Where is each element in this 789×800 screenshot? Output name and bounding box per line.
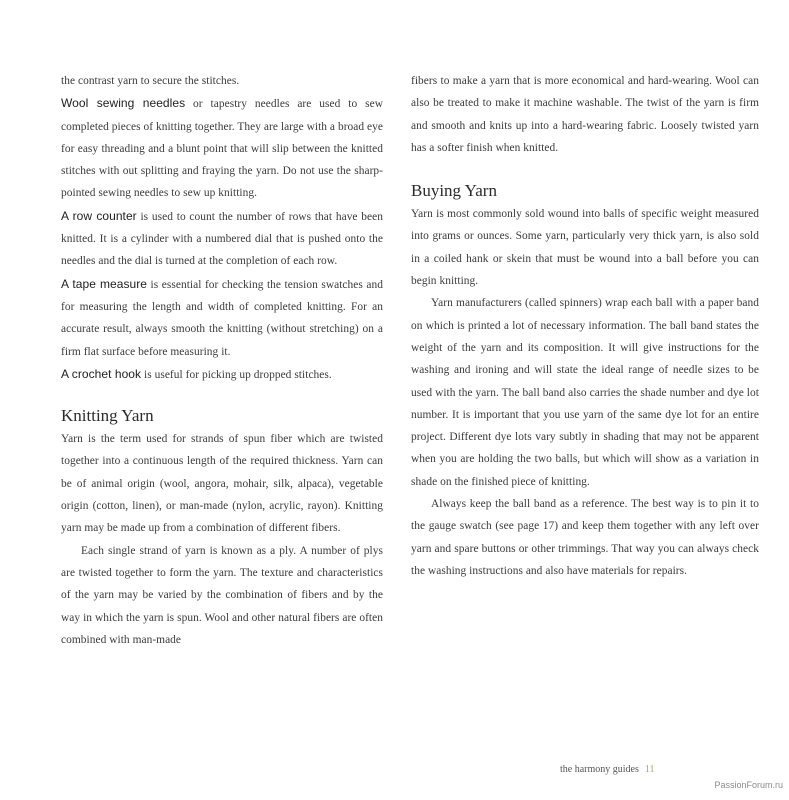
term-row-counter: A row counter — [61, 208, 137, 223]
paragraph-wool-sewing-needles — [61, 92, 383, 204]
term-tape-measure: A tape measure — [61, 276, 148, 291]
paragraph-text: is used to count the number of rows that have been knitted. It is a cylinder with a numbered dial that is pushed onto the needles and the dial is turned at the completion of each row. — [61, 210, 383, 268]
paragraph-text: or tapestry needles are used to sew completed pieces of knitting together. They are large with a broad eye for easy threading and a blunt point that will slip between the knitted stitches with out splitting and fraying the yarn. Do not use the sharp-pointed sewing needles to sew up knitting. — [61, 98, 383, 200]
paragraph-tape-measure — [61, 273, 383, 363]
paragraph-spinners: Yarn manufacturers (called spinners) wrap each ball with a paper band on which is printed a lot of necessary information. The ball band states the weight of the yarn and its composition. It will give instructions for the washing and ironing and will state the ideal range of needle sizes to be used with the yarn. The ball band also carries the shade number and dye lot number. It is important that you use yarn of the same dye lot for an entire project. Different dye lots vary subtly in shading that may not be apparent when you are holding the two balls, but which will show as a variation in shade on the finished piece of knitting. — [411, 297, 759, 488]
term-crochet-hook: A crochet hook — [61, 366, 142, 381]
watermark: PassionForum.ru — [714, 780, 783, 790]
paragraph-text: is useful for picking up dropped stitches. — [141, 368, 332, 381]
footer-title: the harmony guides — [560, 764, 639, 775]
paragraph-ball-band: Always keep the ball band as a reference. The best way is to pin it to the gauge swatch (see page 17) and keep them together with any left over yarn and spare buttons or other trimmings. That way you can always check the washing instructions and also have materials for repairs. — [411, 498, 759, 577]
paragraph-yarn-sold: Yarn is most commonly sold wound into balls of specific weight measured into grams or ounces. Some yarn, particularly very thick yarn, is also sold in a coiled hank or skein that must be wound into a ball before you can begin knitting. — [411, 208, 759, 288]
page-footer — [560, 764, 760, 775]
paragraph-text: is essential for checking the tension swatches and for measuring the length and width of completed knitting. For an accurate result, always smooth the knitting (without stretching) on a firm flat surface before measuring it. — [61, 278, 383, 358]
term-wool-sewing-needles: Wool sewing needles — [61, 96, 186, 111]
heading-buying-yarn: Buying Yarn — [411, 181, 497, 201]
paragraph-row-counter — [61, 205, 383, 273]
right-column — [411, 70, 759, 582]
paragraph-crochet-hook — [61, 363, 383, 386]
paragraph-ply: Each single strand of yarn is known as a ply. A number of plys are twisted together to form the yarn. The texture and characteristics of the yarn may be varied by the combination of fibers and by the way in which the yarn is spun. Wool and other natural fibers are often combined with man-made — [61, 544, 383, 646]
paragraph-contrast-yarn: the contrast yarn to secure the stitches. — [61, 75, 240, 87]
left-column — [61, 70, 383, 651]
heading-knitting-yarn: Knitting Yarn — [61, 406, 154, 426]
paragraph-fibers-continued: fibers to make a yarn that is more economical and hard-wearing. Wool can also be treated to make it machine washable. The twist of the yarn is firm and smooth and knits up into a hard-wearing fabric. Loosely twisted yarn has a softer finish when knitted. — [411, 75, 759, 154]
paragraph-yarn-definition: Yarn is the term used for strands of spun fiber which are twisted together into a continuous length of the required thickness. Yarn can be of animal origin (wool, angora, mohair, silk, alpaca), vegetable origin (cotton, linen), or man-made (nylon, acrylic, rayon). Knitting yarn may be made up from a combination of different fibers. — [61, 433, 383, 535]
page-number: 11 — [644, 764, 655, 775]
